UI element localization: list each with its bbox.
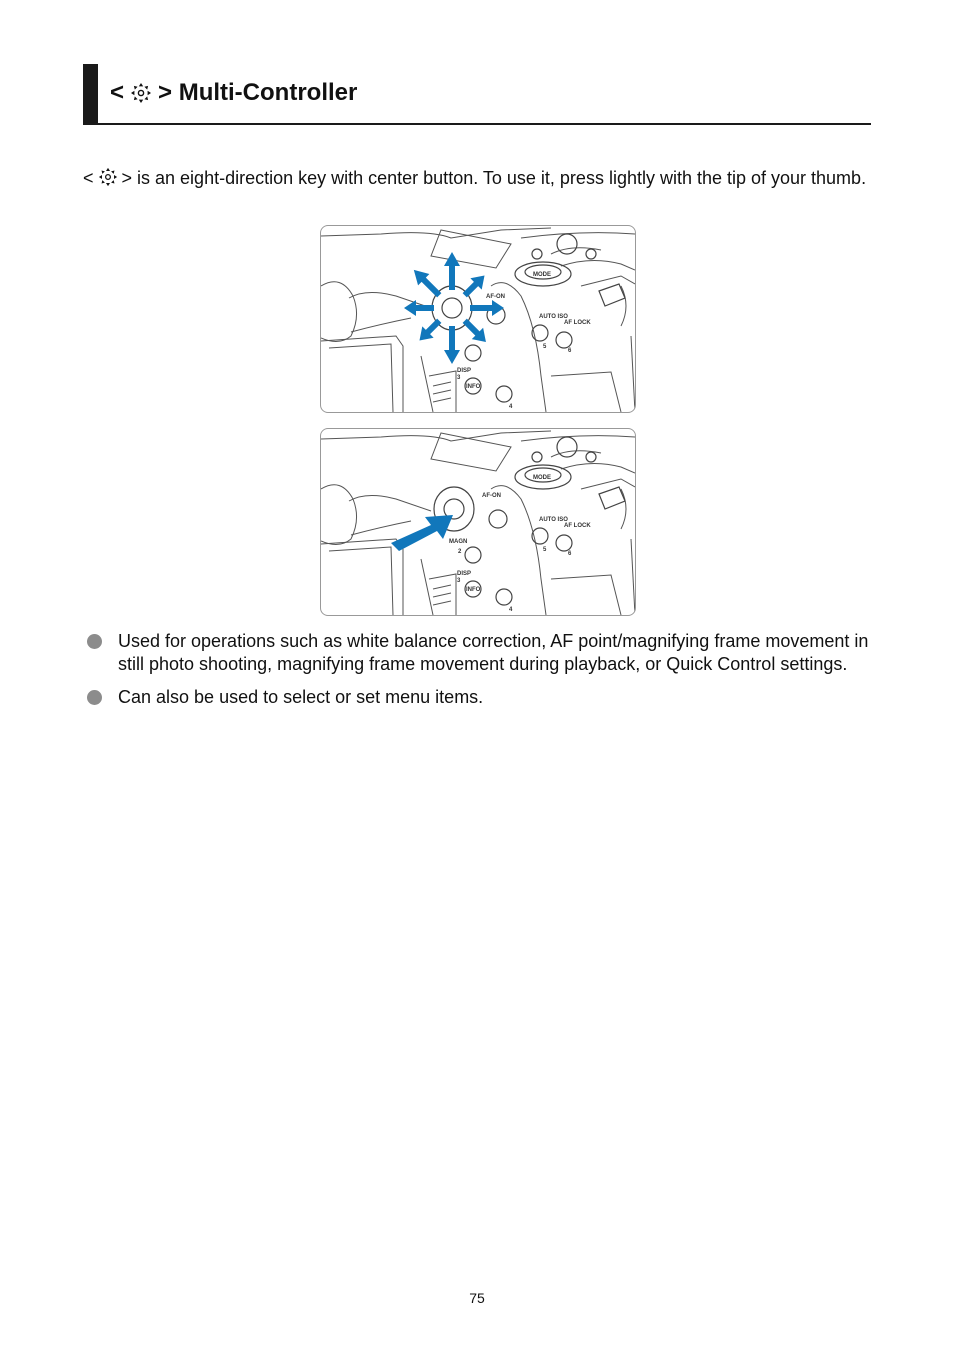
- af-on-label: AF-ON: [486, 294, 505, 300]
- camera-back-illustration: [321, 226, 635, 412]
- bullet-list: [83, 630, 873, 719]
- num-3-label: 3: [457, 375, 461, 381]
- bullet-text: Can also be used to select or set menu items.: [118, 687, 484, 707]
- num-6-label: 6: [568, 348, 572, 354]
- num-2-label: 2: [458, 549, 462, 555]
- bullet-icon: [87, 634, 102, 649]
- auto-iso-label: AUTO ISO: [539, 517, 568, 523]
- page-number: 75: [469, 1290, 485, 1306]
- intro-prefix: <: [83, 168, 94, 188]
- af-on-label: AF-ON: [482, 493, 501, 499]
- info-label: INFO: [466, 384, 481, 390]
- bullet-icon: [87, 690, 102, 705]
- info-label: INFO: [466, 587, 481, 593]
- multi-controller-icon: [130, 82, 152, 104]
- intro-text: > is an eight-direction key with center button. To use it, press lightly with the tip of your thumb.: [121, 168, 867, 188]
- af-lock-label: AF LOCK: [564, 320, 591, 326]
- mode-label: MODE: [533, 272, 551, 278]
- multi-controller-icon: [98, 167, 118, 187]
- num-5-label: 5: [543, 547, 547, 553]
- num-4-label: 4: [509, 404, 513, 410]
- disp-label: DISP: [457, 368, 472, 374]
- intro-paragraph: [83, 167, 873, 190]
- direction-arrows: [404, 252, 504, 364]
- num-5-label: 5: [543, 344, 547, 350]
- page-title: [110, 79, 357, 107]
- num-4-label: 4: [509, 607, 513, 613]
- heading-bar: [83, 64, 98, 125]
- auto-iso-label: AUTO ISO: [539, 314, 568, 320]
- camera-back-illustration: [321, 429, 635, 615]
- section-heading: [83, 64, 871, 125]
- press-arrow: [391, 515, 453, 551]
- disp-label: DISP: [457, 571, 472, 577]
- list-item: [83, 630, 873, 676]
- figure-multi-controller-directions: [320, 225, 636, 413]
- title-text: > Multi-Controller: [158, 79, 358, 106]
- mode-label: MODE: [533, 475, 551, 481]
- num-6-label: 6: [568, 551, 572, 557]
- num-3-label: 3: [457, 578, 461, 584]
- list-item: [83, 686, 873, 709]
- figure-multi-controller-press: [320, 428, 636, 616]
- heading-rule: [98, 123, 871, 125]
- title-prefix: <: [110, 79, 125, 106]
- bullet-text: Used for operations such as white balance correction, AF point/magnifying frame movement in still photo shooting, magnifying frame movement during playback, or Quick Control settings.: [118, 631, 869, 674]
- magn-label: MAGN: [449, 539, 468, 545]
- af-lock-label: AF LOCK: [564, 523, 591, 529]
